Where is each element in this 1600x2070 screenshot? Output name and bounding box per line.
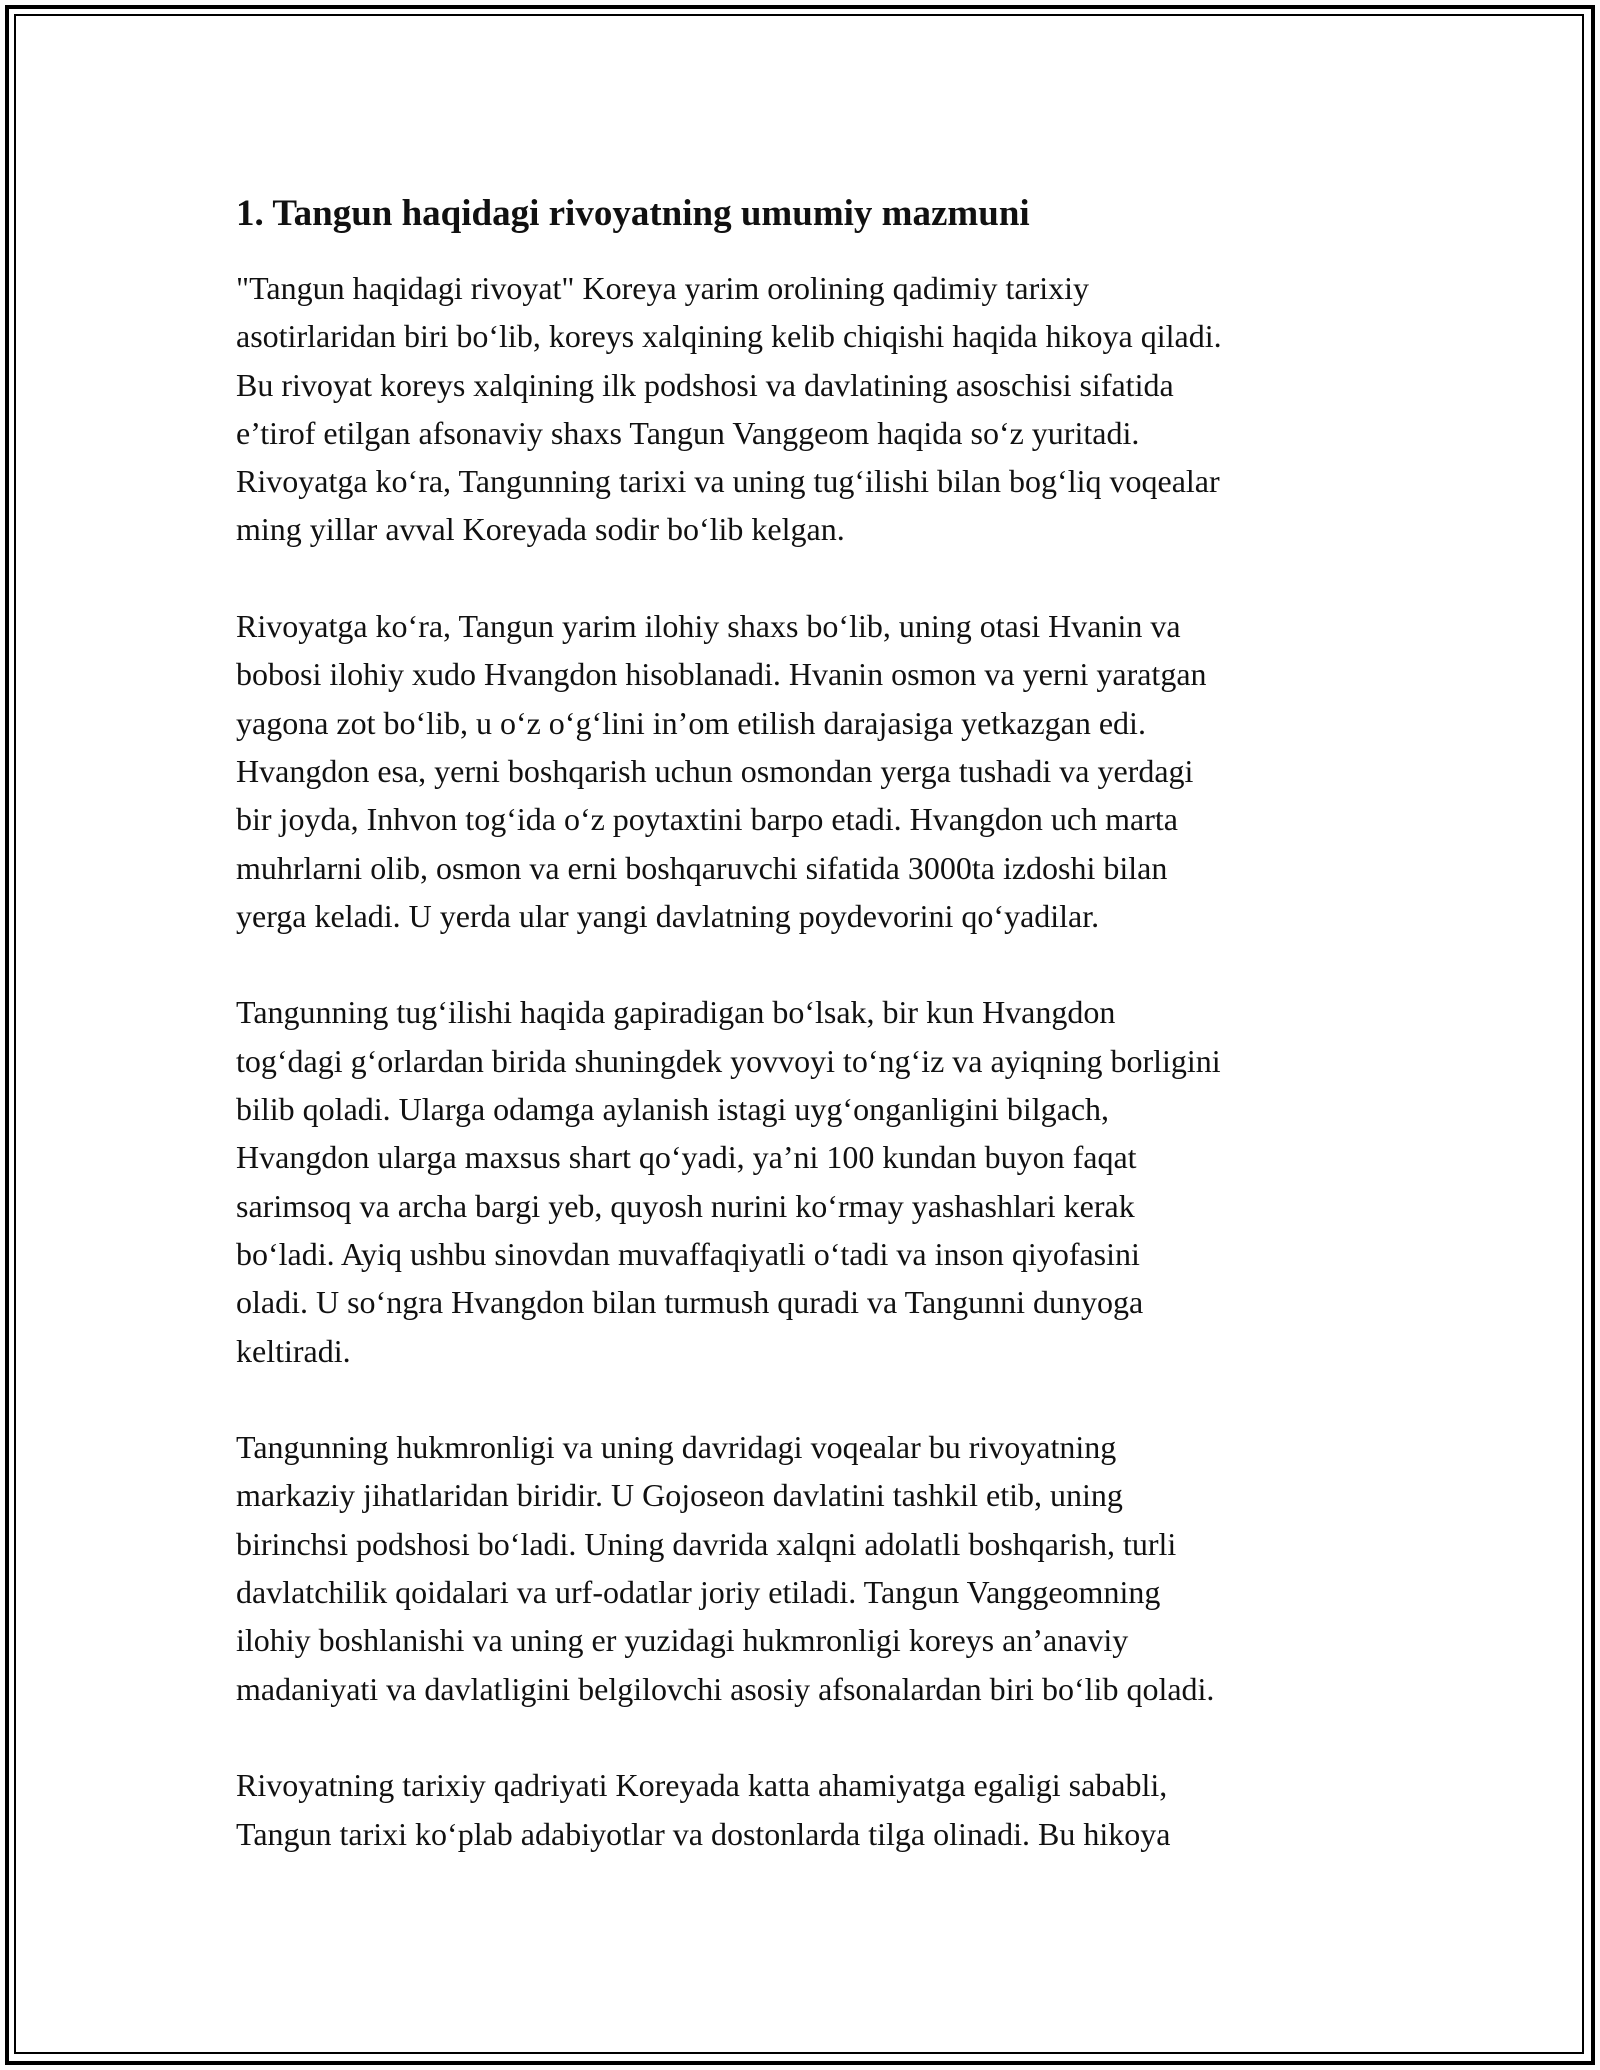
text-line: bobosi ilohiy xudo Hvangdon hisoblanadi. Hvanin osmon va yerni yaratgan	[236, 656, 1207, 693]
text-line: Tangunning hukmronligi va uning davridagi voqealar bu rivoyatning	[236, 1429, 1117, 1466]
section-heading: 1. Tangun haqidagi rivoyatning umumiy mazmuni	[236, 193, 1030, 234]
paragraph-birth	[236, 988, 1386, 1374]
text-line: Rivoyatga ko‘ra, Tangun yarim ilohiy shaxs bo‘lib, uning otasi Hvanin va	[236, 608, 1181, 645]
document-body	[236, 186, 1386, 1906]
text-line: Tangunning tug‘ilishi haqida gapiradigan bo‘lsak, bir kun Hvangdon	[236, 994, 1116, 1031]
text-line: birinchsi podshosi bo‘ladi. Uning davrida xalqni adolatli boshqarish, turli	[236, 1525, 1177, 1562]
paragraph-significance	[236, 1761, 1386, 1858]
text-line: Rivoyatning tarixiy qadriyati Koreyada katta ahamiyatga egaligi sababli,	[236, 1767, 1168, 1804]
text-line: tog‘dagi g‘orlardan birida shuningdek yovvoyi to‘ng‘iz va ayiqning borligini	[236, 1042, 1221, 1079]
text-line: bo‘ladi. Ayiq ushbu sinovdan muvaffaqiyatli o‘tadi va inson qiyofasini	[236, 1235, 1140, 1272]
paragraph-reign	[236, 1423, 1386, 1713]
paragraph-origin	[236, 602, 1386, 940]
text-line: oladi. U so‘ngra Hvangdon bilan turmush quradi va Tangunni dunyoga	[236, 1284, 1144, 1321]
text-line: ming yillar avval Koreyada sodir bo‘lib kelgan.	[236, 511, 845, 548]
text-line: yerga keladi. U yerda ular yangi davlatning poydevorini qo‘yadilar.	[236, 897, 1100, 934]
text-line: bir joyda, Inhvon tog‘ida o‘z poytaxtini barpo etadi. Hvangdon uch marta	[236, 801, 1178, 838]
text-line: "Tangun haqidagi rivoyat" Koreya yarim orolining qadimiy tarixiy	[236, 270, 1090, 306]
text-line: muhrlarni olib, osmon va erni boshqaruvchi sifatida 3000ta izdoshi bilan	[236, 849, 1168, 886]
text-line: Hvangdon esa, yerni boshqarish uchun osmondan yerga tushadi va yerdagi	[236, 752, 1194, 789]
text-line: markaziy jihatlaridan biridir. U Gojoseon davlatini tashkil etib, uning	[236, 1477, 1123, 1514]
text-line: bilib qoladi. Ularga odamga aylanish istagi uyg‘onganligini bilgach,	[236, 1091, 1110, 1128]
text-line: Rivoyatga ko‘ra, Tangunning tarixi va uning tug‘ilishi bilan bog‘liq voqealar	[236, 463, 1220, 500]
text-line: yagona zot bo‘lib, u o‘z o‘g‘lini in’om etilish darajasiga yetkazgan edi.	[236, 704, 1146, 741]
paragraph-intro	[236, 264, 1386, 554]
text-line: keltiradi.	[236, 1332, 351, 1369]
text-line: e’tirof etilgan afsonaviy shaxs Tangun Vanggeom haqida so‘z yuritadi.	[236, 414, 1140, 451]
text-line: madaniyati va davlatligini belgilovchi asosiy afsonalardan biri bo‘lib qoladi.	[236, 1670, 1215, 1707]
text-line: Bu rivoyat koreys xalqining ilk podshosi va davlatining asoschisi sifatida	[236, 366, 1174, 403]
text-line: sarimsoq va archa bargi yeb, quyosh nurini ko‘rmay yashashlari kerak	[236, 1187, 1135, 1224]
text-line: ilohiy boshlanishi va uning er yuzidagi hukmronligi koreys an’anaviy	[236, 1622, 1129, 1659]
text-line: Hvangdon ularga maxsus shart qo‘yadi, ya’ni 100 kundan buyon faqat	[236, 1139, 1137, 1176]
text-line: Tangun tarixi ko‘plab adabiyotlar va dostonlarda tilga olinadi. Bu hikoya	[236, 1815, 1171, 1852]
text-line: asotirlaridan biri bo‘lib, koreys xalqining kelib chiqishi haqida hikoya qiladi.	[236, 318, 1222, 355]
text-line: davlatchilik qoidalari va urf-odatlar joriy etiladi. Tangun Vanggeomning	[236, 1574, 1161, 1611]
